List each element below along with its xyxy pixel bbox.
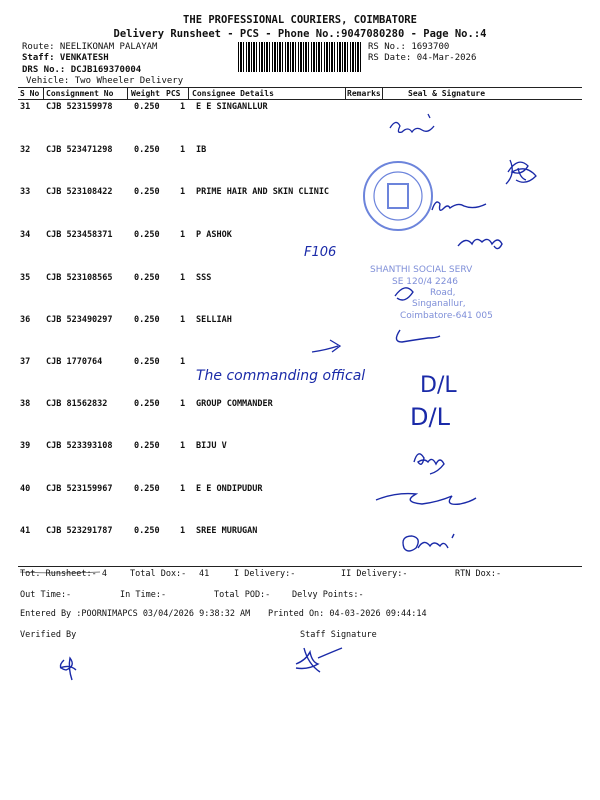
row-consignee: P ASHOK [196,230,232,240]
row-sno: 36 [20,315,31,325]
row-sno: 31 [20,102,31,112]
row-consignment: CJB 523291787 [46,526,113,536]
row-consignee: E E ONDIPUDUR [196,484,263,494]
rs-date: RS Date: 04-Mar-2026 [368,53,477,63]
row-pcs: 1 [180,102,186,112]
route-label: Route: NEELIKONAM PALAYAM [22,42,158,52]
row-sno: 41 [20,526,31,536]
row-weight: 0.250 [134,484,160,494]
svg-text:Coimbatore-641 005: Coimbatore-641 005 [400,311,493,321]
svg-text:Singanallur,: Singanallur, [412,299,466,309]
vehicle-label: Vehicle: Two Wheeler Delivery [26,76,184,86]
row-consignee: E E SINGANLLUR [196,102,268,112]
runsheet-subtitle: Delivery Runsheet - PCS - Phone No.:9047080280 - Page No.:4 [113,28,487,40]
row-weight: 0.250 [134,315,160,325]
row-weight: 0.250 [134,399,160,409]
total-pod: Total POD:- [214,590,271,600]
col-header-consignment: Consignment No [46,89,114,98]
row-sno: 34 [20,230,31,240]
row-consignment: CJB 523108565 [46,273,113,283]
row-weight: 0.250 [134,357,160,367]
row-consignment: CJB 523108422 [46,187,113,197]
row-sno: 32 [20,145,31,155]
row-pcs: 1 [180,526,186,536]
company-title: THE PROFESSIONAL COURIERS, COIMBATORE [183,14,417,26]
row-pcs: 1 [180,484,186,494]
i-delivery: I Delivery:- [234,569,296,579]
row-consignment: CJB 523490297 [46,315,113,325]
row-consignee: GROUP COMMANDER [196,399,273,409]
verified-signature [60,658,76,680]
round-stamp [364,162,432,230]
col-header-remarks: Remarks [347,89,381,98]
row-weight: 0.250 [134,441,160,451]
row-pcs: 1 [180,145,186,155]
signature-40 [376,494,476,505]
row-weight: 0.250 [134,273,160,283]
signature-35 [395,288,413,300]
row-consignment: CJB 523159978 [46,102,113,112]
row-consignment: CJB 523393108 [46,441,113,451]
row-weight: 0.250 [134,145,160,155]
signature-36 [396,330,440,342]
row-weight: 0.250 [134,102,160,112]
row-sno: 35 [20,273,31,283]
row-sno: 33 [20,187,31,197]
row-sno: 37 [20,357,31,367]
row-pcs: 1 [180,399,186,409]
row-consignee: PRIME HAIR AND SKIN CLINIC [196,187,330,197]
svg-text:Road,: Road, [430,288,456,298]
handwritten-consignee-37: The commanding offical [196,368,366,384]
row-weight: 0.250 [134,526,160,536]
row-sno: 40 [20,484,31,494]
row-consignee: SREE MURUGAN [196,526,258,536]
summary-rule [18,566,582,567]
col-header-seal-signature: Seal & Signature [408,89,486,98]
row-consignee: SSS [196,273,212,283]
row-pcs: 1 [180,187,186,197]
col-header-consignee: Consignee Details [192,89,274,98]
svg-text:SHANTHI SOCIAL SERV: SHANTHI SOCIAL SERV [370,265,473,275]
arrow-mark [312,340,340,352]
row-weight: 0.250 [134,230,160,240]
signature-37: D/L [420,373,457,398]
row-consignment: CJB 523471298 [46,145,113,155]
out-time: Out Time:- [20,590,72,600]
total-dox-value: 41 [199,569,210,579]
staff-label: Staff: VENKATESH [22,53,109,63]
row-consignee: BIJU V [196,441,227,451]
signature-32 [506,160,536,184]
drs-label: DRS No.: DCJB169370004 [22,65,142,75]
entered-by: Entered By :POORNIMAPCS 03/04/2026 9:38:32 AM [20,609,251,619]
in-time: In Time:- [120,590,167,600]
total-dox-label: Total Dox:- [130,569,187,579]
rs-number: RS No.: 1693700 [368,42,450,52]
shanthi-stamp [370,265,493,321]
staff-signature-mark [296,648,342,672]
row-consignment: CJB 1770764 [46,357,103,367]
signature-38: D/L [410,403,450,431]
rtn-dox: RTN Dox:- [455,569,502,579]
col-header-sno: S No [20,89,40,98]
signature-31 [390,114,434,132]
row-pcs: 1 [180,441,186,451]
row-consignee: SELLIAH [196,315,232,325]
verified-by-label: Verified By [20,630,77,640]
staff-signature-label: Staff Signature [300,630,377,640]
signature-41 [403,534,454,551]
row-consignee: IB [196,145,207,155]
row-pcs: 1 [180,273,186,283]
signature-34 [458,239,502,248]
row-consignment: CJB 81562832 [46,399,108,409]
signature-33 [432,202,486,210]
row-sno: 39 [20,441,31,451]
tot-runsheet: Tot. Runsheet:- 4 [20,569,107,579]
row-weight: 0.250 [134,187,160,197]
svg-text:SE 120/4 2246: SE 120/4 2246 [392,277,458,287]
row-pcs: 1 [180,230,186,240]
row-pcs: 1 [180,315,186,325]
delvy-points: Delvy Points:- [292,590,364,600]
col-header-weight: Weight [131,89,160,98]
row-sno: 38 [20,399,31,409]
ii-delivery: II Delivery:- [341,569,408,579]
printed-on: Printed On: 04-03-2026 09:44:14 [268,609,427,619]
row-consignment: CJB 523458371 [46,230,113,240]
col-header-pcs: PCS [166,89,181,98]
remark-34: F106 [304,245,337,260]
row-pcs: 1 [180,357,186,367]
signature-39 [414,454,444,474]
row-consignment: CJB 523159967 [46,484,113,494]
